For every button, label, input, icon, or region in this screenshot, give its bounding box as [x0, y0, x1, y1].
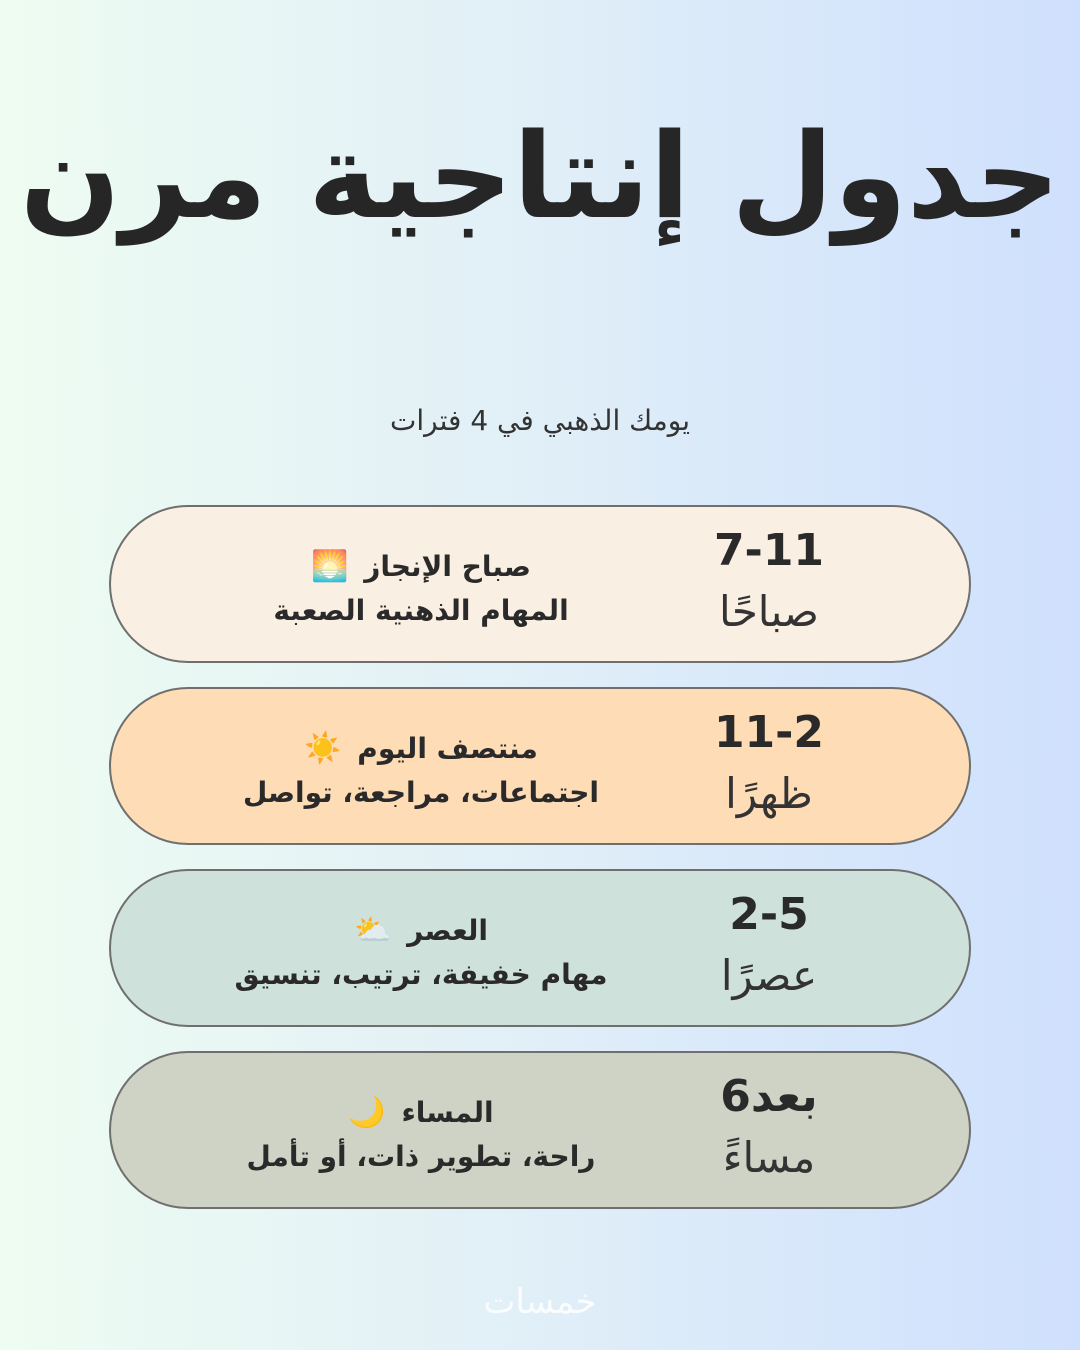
period-tasks: المهام الذهنية الصعبة [273, 594, 569, 627]
page-title: جدول إنتاجية مرن [19, 107, 1061, 245]
page-subtitle: يومك الذهبي في 4 فترات [390, 404, 690, 437]
period-card-midday [109, 687, 971, 845]
sun-behind-cloud-icon: ⛅ [353, 913, 392, 948]
time-period: صباحًا [719, 587, 819, 636]
crescent-moon-icon: 🌙 [348, 1095, 386, 1130]
period-title: منتصف اليوم [357, 732, 538, 765]
period-description [181, 727, 661, 815]
time-block [689, 1069, 849, 1191]
period-card-afternoon [109, 869, 971, 1027]
time-period: مساءً [722, 1133, 816, 1182]
period-title: صباح الإنجاز [364, 550, 531, 583]
brand-logo: خمسات [483, 1282, 597, 1322]
period-description [181, 545, 661, 633]
time-period: ظهرًا [725, 769, 813, 818]
period-tasks: اجتماعات، مراجعة، تواصل [242, 776, 600, 809]
time-block [689, 705, 849, 827]
time-range: 11-2 [713, 707, 825, 758]
time-range: بعد6 [720, 1071, 818, 1122]
period-tasks: مهام خفيفة، ترتيب، تنسيق [234, 958, 608, 991]
period-tasks: راحة، تطوير ذات، أو تأمل [246, 1140, 596, 1173]
sunrise-icon: 🌅 [311, 549, 349, 584]
time-range: 2-5 [729, 889, 809, 940]
period-description [181, 1091, 661, 1179]
period-title: العصر [407, 914, 489, 947]
sun-icon: ☀️ [304, 731, 342, 766]
period-card-morning [109, 505, 971, 663]
time-period: عصرًا [720, 951, 818, 1000]
period-title: المساء [401, 1096, 494, 1129]
time-range: 7-11 [713, 525, 825, 576]
period-card-evening [109, 1051, 971, 1209]
time-block [689, 887, 849, 1009]
time-block [689, 523, 849, 645]
period-description [181, 909, 661, 997]
